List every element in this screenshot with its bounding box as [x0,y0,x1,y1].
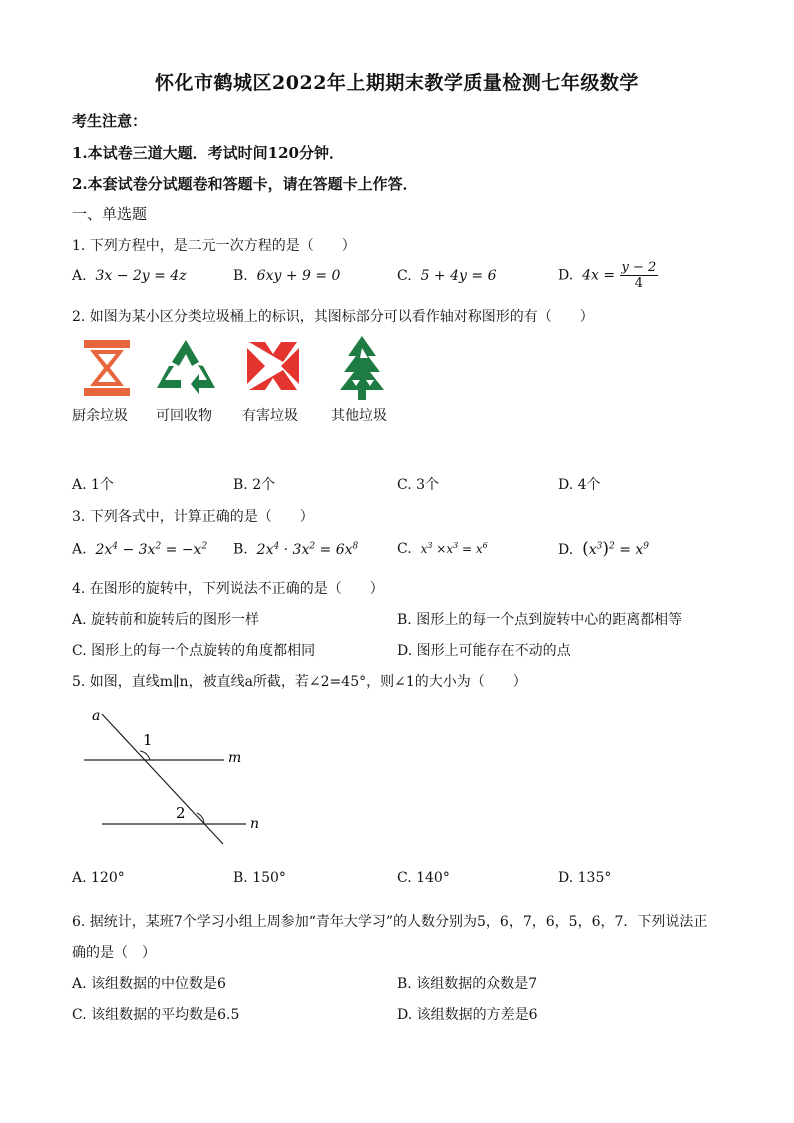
icon-label-kitchen: 厨余垃圾 [72,408,128,424]
notice-item-2: 2.本套试卷分试题卷和答题卡，请在答题卡上作答． [72,175,418,193]
icon-label-hazardous: 有害垃圾 [242,408,298,424]
q4-option-c: C. 图形上的每一个点旋转的角度都相同 [72,643,316,659]
q2-option-a: A. 1个 [72,477,114,493]
q2-option-b: B. 2个 [233,477,276,493]
icon-label-recyclable: 可回收物 [156,408,212,424]
hazard-x-icon [245,338,301,394]
q5-option-b: B. 150° [233,870,286,886]
q6-stem-line-2: 确的是（ ） [72,945,156,961]
q6-option-d: D. 该组数据的方差是6 [397,1007,538,1023]
q3-option-a: A. $2x^4 - 3x^2 = -x^2$ [72,541,208,558]
q4-option-d: D. 图形上可能存在不动的点 [397,643,571,659]
tree-recycle-icon [330,334,394,402]
parallel-lines-diagram [80,704,270,848]
q2-option-c: C. 3个 [397,477,440,493]
q5-stem: 5. 如图，直线m∥n，被直线a所截，若∠2=45°，则∠1的大小为（ ） [72,674,527,690]
q3-stem: 3. 下列各式中，计算正确的是（ ） [72,509,314,525]
q4-stem: 4. 在图形的旋转中，下列说法不正确的是（ ） [72,581,384,597]
label-n: n [250,816,260,832]
q1-stem: 1. 下列方程中，是二元一次方程的是（ ） [72,238,356,254]
notice-heading: 考生注意： [72,112,148,130]
q1-option-c: C. 5 + 4y = 6 [397,268,497,284]
q1-option-d: D. 4x = $\frac{y - 2}{4}$ [558,260,657,291]
q3-option-b: B. $2x^4 \cdot 3x^2 = 6x^8$ [233,541,359,558]
q3-option-d: D. $(x^3)^2 = x^9$ [558,539,650,559]
fraction: $\frac{y - 2}{4}$ [621,260,657,291]
icon-label-other: 其他垃圾 [331,408,387,424]
q6-stem-line-1: 6. 据统计，某班7个学习小组上周参加“青年大学习”的人数分别为5，6，7，6，5，6，7．下列说法正 [72,914,708,930]
q4-option-b: B. 图形上的每一个点到旋转中心的距离都相等 [397,612,683,628]
section-heading: 一、单选题 [72,205,148,223]
label-angle-1: 1 [143,731,153,749]
q1-option-a: A. 3x − 2y = 4z [72,268,187,284]
q1-option-b: B. 6xy + 9 = 0 [233,268,341,284]
hourglass-icon [80,338,134,398]
label-angle-2: 2 [176,804,186,822]
q6-option-a: A. 该组数据的中位数是6 [72,976,226,992]
page-title: 怀化市鹤城区2022年上期期末教学质量检测七年级数学 [155,72,639,94]
q2-stem: 2. 如图为某小区分类垃圾桶上的标识，其图标部分可以看作轴对称图形的有（ ） [72,309,594,325]
notice-item-1: 1.本试卷三道大题．考试时间120分钟． [72,144,344,162]
q6-option-b: B. 该组数据的众数是7 [397,976,538,992]
angle-1-arc [140,751,150,760]
q3-option-c: C. $x^3 \times x^3 = x^6$ [397,541,488,557]
label-a: a [92,708,101,724]
q4-option-a: A. 旋转前和旋转后的图形一样 [72,612,260,628]
q2-option-d: D. 4个 [558,477,601,493]
q5-option-a: A. 120° [72,870,125,886]
q5-option-d: D. 135° [558,870,612,886]
q5-option-c: C. 140° [397,870,450,886]
recycle-icon [155,338,217,394]
label-m: m [228,750,242,766]
q6-option-c: C. 该组数据的平均数是6.5 [72,1007,240,1023]
